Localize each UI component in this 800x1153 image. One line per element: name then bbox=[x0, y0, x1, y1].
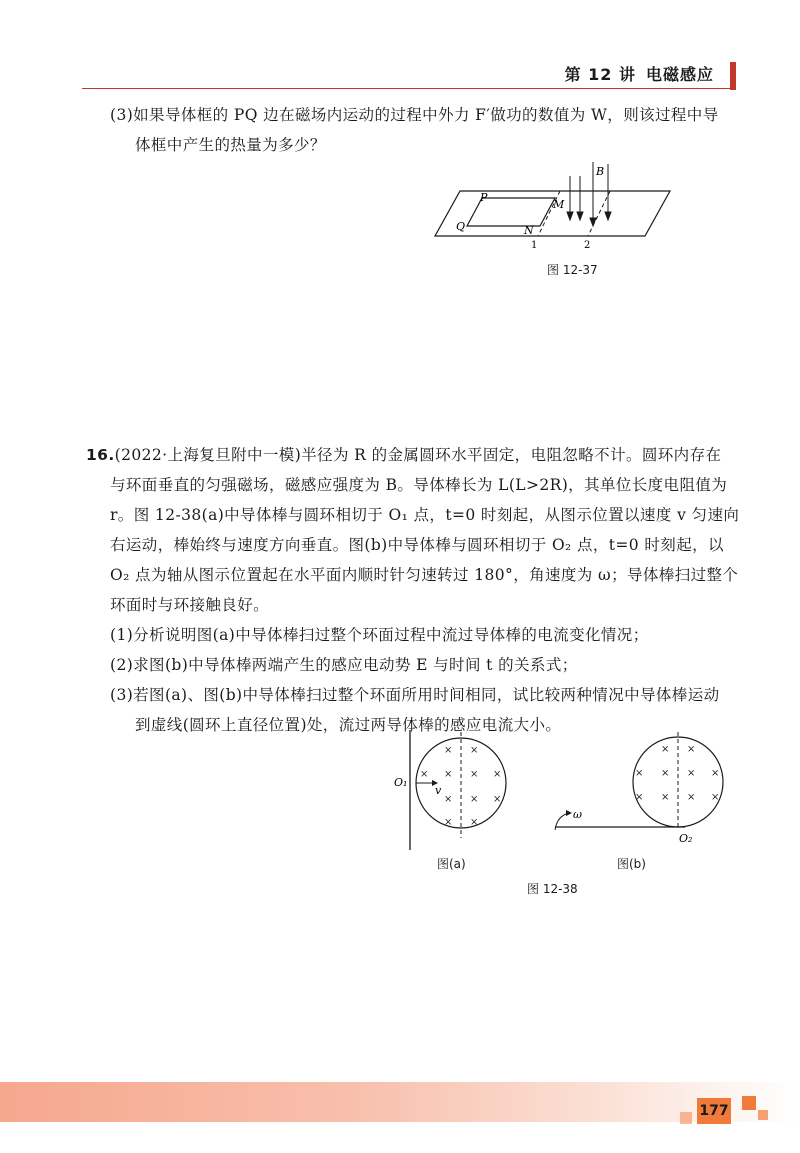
header-rule bbox=[82, 88, 730, 89]
figure-b-caption: 图(b) bbox=[617, 857, 646, 871]
svg-text:×: × bbox=[711, 792, 720, 803]
q16-line5: O₂ 点为轴从图示位置起在水平面内顺时针匀速转过 180°，角速度为 ω；导体棒扫过整个 bbox=[110, 566, 739, 584]
field-crosses-a bbox=[420, 745, 501, 828]
page-number: 177 bbox=[697, 1098, 731, 1124]
svg-text:×: × bbox=[444, 817, 453, 828]
figure-12-37 bbox=[420, 158, 680, 258]
q16-line1 bbox=[86, 440, 721, 470]
label-P: P bbox=[480, 191, 488, 204]
label-Q: Q bbox=[456, 220, 466, 233]
svg-text:×: × bbox=[470, 817, 479, 828]
figure-12-37-caption: 图 12-37 bbox=[547, 263, 598, 277]
svg-text:×: × bbox=[635, 792, 644, 803]
svg-text:×: × bbox=[635, 768, 644, 779]
rotation-arrowhead bbox=[566, 810, 572, 816]
svg-text:×: × bbox=[444, 745, 453, 756]
q16-line4: 右运动，棒始终与速度方向垂直。图(b)中导体棒与圆环相切于 O₂ 点，t=0 时刻起，以 bbox=[110, 536, 724, 554]
svg-text:×: × bbox=[470, 769, 479, 780]
lecture-number: 第 12 讲 bbox=[564, 65, 636, 84]
q15-part3-line1: (3)如果导体框的 PQ 边在磁场内运动的过程中外力 F′做功的数值为 W，则该过程中导 bbox=[110, 106, 719, 124]
label-v: v bbox=[435, 784, 442, 797]
svg-text:×: × bbox=[493, 794, 502, 805]
label-B: B bbox=[596, 165, 605, 178]
footer-square-2 bbox=[758, 1110, 768, 1120]
figure-12-38-a bbox=[390, 730, 520, 855]
q16-line1-text: (2022·上海复旦附中一模)半径为 R 的金属圆环水平固定，电阻忽略不计。圆环内存在 bbox=[114, 446, 722, 464]
q16-line3: r。图 12-38(a)中导体棒与圆环相切于 O₁ 点，t=0 时刻起，从图示位置以速度 v 匀速向 bbox=[110, 506, 740, 524]
q16-sub3-line2: 到虚线(圆环上直径位置)处，流过两导体棒的感应电流大小。 bbox=[135, 716, 562, 734]
q16-sub1: (1)分析说明图(a)中导体棒扫过整个环面过程中流过导体棒的电流变化情况； bbox=[110, 626, 649, 644]
q16-line6: 环面时与环接触良好。 bbox=[110, 596, 270, 614]
svg-text:×: × bbox=[470, 745, 479, 756]
label-O2: O₂ bbox=[679, 832, 693, 845]
header-accent-bar bbox=[730, 62, 736, 90]
svg-text:×: × bbox=[661, 792, 670, 803]
q16-sub2: (2)求图(b)中导体棒两端产生的感应电动势 E 与时间 t 的关系式； bbox=[110, 656, 578, 674]
q16-line2: 与环面垂直的匀强磁场，磁感应强度为 B。导体棒长为 L(L>2R)，其单位长度电阻值为 bbox=[110, 476, 728, 494]
label-N: N bbox=[524, 224, 534, 237]
svg-text:×: × bbox=[661, 768, 670, 779]
svg-text:×: × bbox=[444, 794, 453, 805]
label-M: M bbox=[553, 198, 565, 211]
label-O1: O₁ bbox=[394, 776, 408, 789]
footer-square-1 bbox=[742, 1096, 756, 1110]
field-crosses-b bbox=[635, 744, 719, 803]
label-2: 2 bbox=[584, 240, 591, 251]
svg-text:×: × bbox=[470, 794, 479, 805]
svg-text:×: × bbox=[420, 769, 429, 780]
magnetic-field-arrows bbox=[567, 162, 611, 226]
label-omega: ω bbox=[573, 808, 582, 821]
figure-12-38-b bbox=[545, 730, 725, 850]
svg-text:×: × bbox=[687, 768, 696, 779]
q16-sub3-line1: (3)若图(a)、图(b)中导体棒扫过整个环面所用时间相同，试比较两种情况中导体棒运动 bbox=[110, 686, 720, 704]
svg-text:×: × bbox=[687, 792, 696, 803]
figure-12-38-caption: 图 12-38 bbox=[527, 882, 578, 896]
svg-text:×: × bbox=[711, 768, 720, 779]
footer-square-3 bbox=[680, 1112, 692, 1124]
q16-number: 16. bbox=[86, 446, 115, 464]
svg-text:×: × bbox=[661, 744, 670, 755]
lecture-topic: 电磁感应 bbox=[645, 65, 714, 84]
label-1: 1 bbox=[531, 240, 538, 251]
figure-a-caption: 图(a) bbox=[437, 857, 466, 871]
svg-text:×: × bbox=[444, 769, 453, 780]
chapter-header bbox=[555, 62, 714, 85]
q15-part3-line2: 体框中产生的热量为多少？ bbox=[135, 136, 326, 154]
svg-text:×: × bbox=[687, 744, 696, 755]
svg-text:×: × bbox=[493, 769, 502, 780]
